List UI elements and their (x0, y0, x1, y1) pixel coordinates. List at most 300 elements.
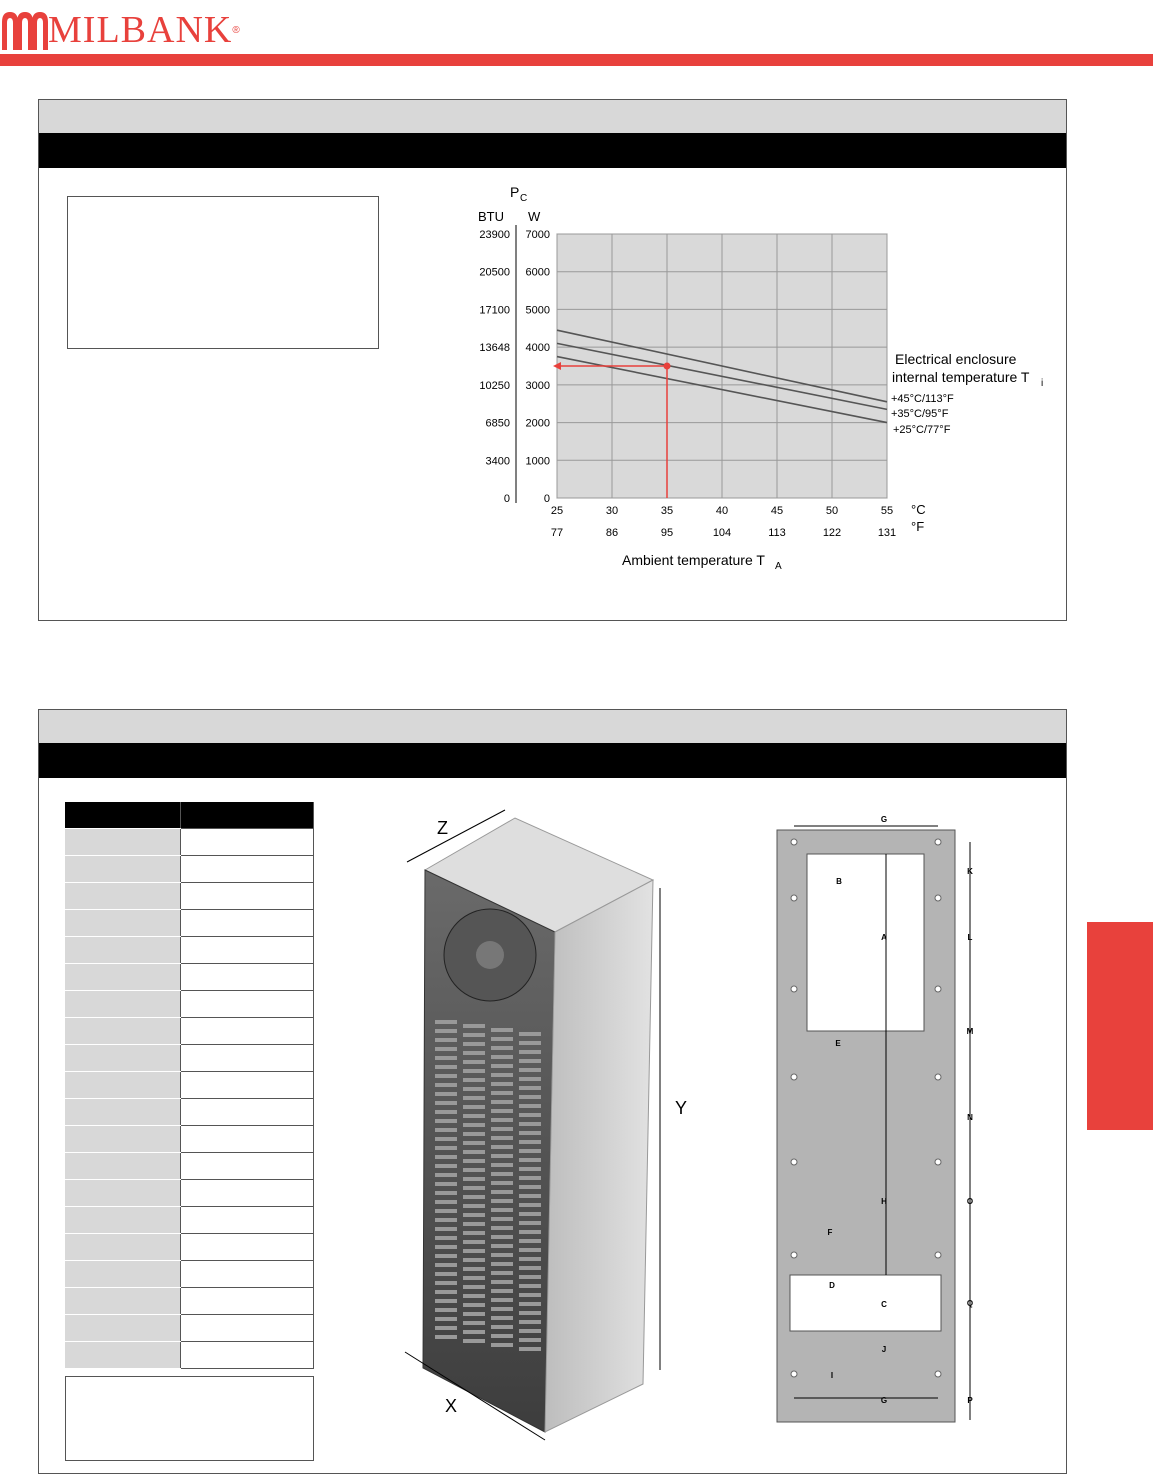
table-row (65, 1234, 314, 1261)
dim-x: X (445, 1396, 458, 1416)
y-tick-btu: 3400 (485, 455, 510, 468)
table-cell (181, 1153, 314, 1180)
vent-slot (519, 1248, 541, 1252)
vent-slot (519, 1203, 541, 1207)
side-tab (1087, 922, 1153, 1130)
hole-icon (791, 839, 797, 845)
vent-slot (519, 1329, 541, 1333)
y-tick-w: 7000 (525, 229, 550, 241)
legend-series-1: +45°C/113°F (891, 393, 954, 405)
cutout-drawing (762, 812, 992, 1427)
table-cell (181, 1180, 314, 1207)
notes-box (67, 196, 379, 349)
vent-slot (463, 1060, 485, 1064)
vent-slot (463, 1168, 485, 1172)
panel-title-bar (39, 133, 1066, 168)
y-tick-w: 6000 (525, 266, 550, 279)
vent-slot (463, 1042, 485, 1046)
vent-slot (491, 1136, 513, 1140)
x-tick-c: 25 (550, 505, 564, 517)
table-cell (65, 964, 181, 991)
vent-slot (491, 1100, 513, 1104)
vent-slot (519, 1221, 541, 1225)
vent-slot (519, 1140, 541, 1144)
cabinet-side (545, 880, 653, 1432)
vent-slot (463, 1141, 485, 1145)
y-tick-btu: 23900 (479, 229, 510, 241)
table-cell (65, 829, 181, 856)
cutout-label: D (829, 1281, 835, 1290)
panel-header (39, 100, 1066, 133)
vent-slot (519, 1194, 541, 1198)
vent-slot (491, 1154, 513, 1158)
vent-slot (463, 1258, 485, 1262)
vent-slot (463, 1105, 485, 1109)
vent-slot (491, 1028, 513, 1032)
vent-slot (435, 1209, 457, 1213)
legend-title-sub: i (1041, 378, 1044, 389)
vent-slot (435, 1218, 457, 1222)
vent-slot (491, 1046, 513, 1050)
vent-slot (519, 1068, 541, 1072)
vent-slot (463, 1303, 485, 1307)
x-tick-f: 86 (605, 527, 619, 539)
vent-slot (435, 1173, 457, 1177)
x-tick-c: 40 (715, 505, 729, 517)
table-notes-box (65, 1376, 314, 1461)
table-row (65, 1126, 314, 1153)
hole-icon (935, 839, 941, 845)
table-cell (65, 1234, 181, 1261)
vent-slot (519, 1050, 541, 1054)
vent-slot (519, 1338, 541, 1342)
vent-slot (463, 1123, 485, 1127)
vent-slot (463, 1321, 485, 1325)
x-tick-c: 50 (825, 505, 839, 517)
vent-slot (463, 1033, 485, 1037)
panel-header-2 (39, 710, 1066, 743)
vent-slot (491, 1055, 513, 1059)
y-tick-w: 3000 (525, 379, 550, 392)
vent-slot (435, 1308, 457, 1312)
table-cell (181, 910, 314, 937)
hole-icon (935, 1159, 941, 1165)
vent-slot (519, 1104, 541, 1108)
table-cell (65, 1288, 181, 1315)
vent-slot (463, 1159, 485, 1163)
vent-slot (435, 1254, 457, 1258)
vent-slot (435, 1038, 457, 1042)
x-axis-label: Ambient temperature T (622, 552, 765, 568)
table-row (65, 1342, 314, 1369)
table-cell (181, 1288, 314, 1315)
hole-icon (935, 1074, 941, 1080)
vent-slot (519, 1302, 541, 1306)
vent-slot (435, 1317, 457, 1321)
vent-slot (519, 1077, 541, 1081)
vent-slot (519, 1320, 541, 1324)
vent-slot (463, 1096, 485, 1100)
legend-title-1: Electrical enclosure (895, 351, 1017, 367)
vent-slot (435, 1290, 457, 1294)
hole-icon (935, 895, 941, 901)
brand-reg: ® (232, 24, 240, 36)
vent-slot (463, 1267, 485, 1271)
vent-slot (519, 1086, 541, 1090)
x-tick-f: 122 (822, 527, 842, 539)
y-units-left: BTU (478, 209, 504, 224)
legend-series-2: +35°C/95°F (891, 408, 949, 420)
vent-slot (491, 1181, 513, 1185)
cutout-label: F (827, 1228, 833, 1237)
table-cell (65, 1180, 181, 1207)
vent-slot (463, 1150, 485, 1154)
panel-title-bar-2 (39, 743, 1066, 778)
x-tick-f: 77 (550, 527, 564, 539)
vent-slot (435, 1092, 457, 1096)
table-row (65, 1288, 314, 1315)
vent-slot (463, 1312, 485, 1316)
table-row (65, 1315, 314, 1342)
table-cell (181, 1045, 314, 1072)
cutout-label: H (881, 1197, 887, 1206)
y-axis-label: P (510, 184, 520, 200)
y-tick-btu: 0 (503, 493, 510, 505)
cutout-label: E (835, 1039, 841, 1048)
vent-slot (491, 1127, 513, 1131)
table-cell (181, 1234, 314, 1261)
y-tick-w: 2000 (525, 417, 550, 430)
vent-slot (519, 1311, 541, 1315)
table-cell (65, 910, 181, 937)
table-cell (181, 856, 314, 883)
cutout-label: N (967, 1113, 973, 1122)
vent-slot (463, 1132, 485, 1136)
table-row (65, 1153, 314, 1180)
milbank-logo (0, 10, 240, 50)
vent-slot (491, 1253, 513, 1257)
vent-slot (463, 1078, 485, 1082)
cutout-label: A (881, 933, 887, 942)
vent-slot (463, 1114, 485, 1118)
vent-slot (519, 1059, 541, 1063)
vent-slot (463, 1276, 485, 1280)
vent-slot (519, 1257, 541, 1261)
vent-slot (519, 1113, 541, 1117)
table-row (65, 883, 314, 910)
vent-slot (435, 1281, 457, 1285)
table-cell (181, 883, 314, 910)
dim-y: Y (675, 1098, 688, 1118)
vent-slot (519, 1131, 541, 1135)
table-cell (181, 1126, 314, 1153)
x-tick-c: 35 (660, 505, 674, 517)
vent-slot (463, 1177, 485, 1181)
cutout-label: P (967, 1396, 973, 1405)
vent-slot (435, 1047, 457, 1051)
vent-slot (463, 1249, 485, 1253)
x-unit-c: °C (911, 502, 926, 517)
vent-slot (491, 1334, 513, 1338)
vent-slot (435, 1155, 457, 1159)
table-cell (181, 1261, 314, 1288)
performance-chart (440, 175, 1060, 585)
table-cell (65, 883, 181, 910)
table-cell (181, 991, 314, 1018)
vent-slot (491, 1262, 513, 1266)
vent-slot (435, 1326, 457, 1330)
table-cell (181, 1315, 314, 1342)
table-cell (65, 1207, 181, 1234)
vent-slot (519, 1167, 541, 1171)
cutout-label: B (836, 877, 842, 886)
dim-z: Z (437, 818, 448, 838)
vent-slot (435, 1227, 457, 1231)
table-cell (181, 1207, 314, 1234)
vent-slot (463, 1024, 485, 1028)
vent-slot (463, 1339, 485, 1343)
vent-slot (463, 1204, 485, 1208)
vent-slot (519, 1284, 541, 1288)
legend-series-3: +25°C/77°F (893, 424, 951, 436)
vent-slot (519, 1293, 541, 1297)
vent-slot (491, 1343, 513, 1347)
vent-slot (519, 1095, 541, 1099)
cutout-label: M (966, 1027, 974, 1036)
x-tick-c: 45 (770, 505, 784, 517)
table-cell (65, 1261, 181, 1288)
table-cell (181, 937, 314, 964)
vent-slot (519, 1239, 541, 1243)
vent-slot (519, 1212, 541, 1216)
vent-slot (519, 1185, 541, 1189)
table-cell (65, 1045, 181, 1072)
vent-slot (435, 1065, 457, 1069)
vent-slot (491, 1082, 513, 1086)
y-tick-w: 1000 (525, 455, 550, 468)
hole-icon (935, 1252, 941, 1258)
vent-slot (491, 1199, 513, 1203)
vent-slot (491, 1190, 513, 1194)
y-tick-w: 4000 (525, 342, 550, 355)
table-row (65, 1207, 314, 1234)
vent-slot (435, 1110, 457, 1114)
vent-slot (519, 1275, 541, 1279)
cutout-label: Q (966, 1299, 974, 1308)
table-cell (65, 1315, 181, 1342)
vent-slot (435, 1191, 457, 1195)
hole-icon (935, 1371, 941, 1377)
vent-slot (519, 1032, 541, 1036)
vent-slot (491, 1235, 513, 1239)
vent-slot (435, 1182, 457, 1186)
cutout-label: G (880, 815, 888, 824)
vent-slot (491, 1280, 513, 1284)
cutout-label: K (967, 867, 973, 876)
header-rule (0, 54, 1153, 66)
cutout-label: I (830, 1371, 834, 1380)
lower-cutout (790, 1275, 941, 1331)
x-tick-c: 30 (605, 505, 619, 517)
vent-slot (463, 1240, 485, 1244)
vent-slot (435, 1056, 457, 1060)
cutout-label: L (967, 933, 973, 942)
table-row (65, 1018, 314, 1045)
vent-slot (491, 1325, 513, 1329)
x-tick-f: 131 (877, 527, 897, 539)
vent-slot (491, 1307, 513, 1311)
table-cell (181, 1342, 314, 1369)
table-row (65, 1072, 314, 1099)
vent-slot (435, 1263, 457, 1267)
vent-slot (463, 1087, 485, 1091)
vent-slot (491, 1073, 513, 1077)
vent-slot (519, 1149, 541, 1153)
hole-icon (791, 1074, 797, 1080)
table-row (65, 910, 314, 937)
table-header-row (65, 802, 314, 829)
vent-slot (463, 1051, 485, 1055)
table-row (65, 1180, 314, 1207)
vent-slot (491, 1244, 513, 1248)
table-cell (65, 1153, 181, 1180)
table-row (65, 856, 314, 883)
x-tick-c: 55 (880, 505, 894, 517)
cabinet-drawing (395, 800, 705, 1450)
vent-slot (435, 1245, 457, 1249)
vent-slot (491, 1289, 513, 1293)
vent-slot (491, 1316, 513, 1320)
y-tick-btu: 6850 (485, 417, 510, 430)
vent-slot (491, 1145, 513, 1149)
table-cell (65, 856, 181, 883)
vent-slot (463, 1186, 485, 1190)
hole-icon (791, 1159, 797, 1165)
table-cell (65, 1126, 181, 1153)
table-row (65, 1099, 314, 1126)
cutout-label: O (966, 1197, 974, 1206)
table-row (65, 1261, 314, 1288)
x-tick-f: 104 (712, 527, 732, 539)
vent-slot (463, 1222, 485, 1226)
vent-slot (463, 1330, 485, 1334)
vent-slot (491, 1217, 513, 1221)
table-cell (181, 802, 314, 829)
table-cell (181, 1099, 314, 1126)
vent-slot (435, 1101, 457, 1105)
table-cell (181, 1072, 314, 1099)
vent-slot (491, 1226, 513, 1230)
vent-slot (491, 1064, 513, 1068)
vent-slot (519, 1176, 541, 1180)
x-unit-f: °F (911, 519, 925, 534)
vent-slot (435, 1164, 457, 1168)
table-row (65, 991, 314, 1018)
cutout-label: C (881, 1300, 887, 1309)
cutout-label: J (881, 1345, 887, 1354)
vent-slot (463, 1231, 485, 1235)
vent-slot (435, 1200, 457, 1204)
vent-slot (435, 1146, 457, 1150)
fan-hub-icon (476, 941, 504, 969)
vent-slot (435, 1020, 457, 1024)
vent-slot (519, 1041, 541, 1045)
logo-mark-icon (0, 10, 48, 50)
vent-slot (435, 1299, 457, 1303)
vent-slot (491, 1163, 513, 1167)
upper-cutout (807, 854, 924, 1031)
y-tick-btu: 17100 (479, 304, 510, 317)
vent-slot (463, 1069, 485, 1073)
marker-point (664, 363, 671, 370)
vent-slot (519, 1230, 541, 1234)
hole-icon (791, 895, 797, 901)
hole-icon (935, 986, 941, 992)
y-tick-btu: 10250 (479, 379, 510, 392)
table-row (65, 1045, 314, 1072)
table-row (65, 937, 314, 964)
vent-slot (435, 1236, 457, 1240)
y-tick-w: 0 (543, 493, 550, 505)
table-cell (65, 1018, 181, 1045)
table-cell (65, 1099, 181, 1126)
table-cell (65, 991, 181, 1018)
y-tick-w: 5000 (525, 304, 550, 317)
vent-slot (491, 1172, 513, 1176)
table-cell (181, 964, 314, 991)
vent-slot (435, 1137, 457, 1141)
vent-slot (491, 1118, 513, 1122)
vent-slot (463, 1285, 485, 1289)
vent-slot (491, 1109, 513, 1113)
vent-slot (491, 1271, 513, 1275)
table-cell (65, 1072, 181, 1099)
vent-slot (491, 1298, 513, 1302)
vent-slot (491, 1091, 513, 1095)
cutout-label: G (880, 1396, 888, 1405)
y-units-right: W (528, 209, 541, 224)
vent-slot (435, 1074, 457, 1078)
vent-slot (435, 1119, 457, 1123)
vent-slot (491, 1037, 513, 1041)
vent-slot (519, 1158, 541, 1162)
vent-slot (463, 1294, 485, 1298)
table-cell (65, 1342, 181, 1369)
table-cell (181, 829, 314, 856)
hole-icon (791, 1371, 797, 1377)
legend-title-2: internal temperature T (892, 369, 1030, 385)
x-tick-f: 113 (768, 527, 786, 539)
brand-name: MILBANK (48, 9, 233, 51)
vent-slot (435, 1083, 457, 1087)
table-cell (181, 1018, 314, 1045)
y-axis-label-sub: C (520, 193, 528, 204)
table-row (65, 829, 314, 856)
vent-slot (435, 1128, 457, 1132)
vent-slot (519, 1347, 541, 1351)
vent-slot (519, 1266, 541, 1270)
hole-icon (791, 986, 797, 992)
vent-slot (463, 1213, 485, 1217)
dimensions-table (65, 802, 314, 1369)
y-tick-btu: 20500 (479, 266, 510, 279)
table-cell (65, 802, 181, 829)
x-axis-label-sub: A (775, 561, 782, 572)
vent-slot (435, 1272, 457, 1276)
vent-slot (435, 1029, 457, 1033)
vent-slot (519, 1122, 541, 1126)
table-cell (65, 937, 181, 964)
